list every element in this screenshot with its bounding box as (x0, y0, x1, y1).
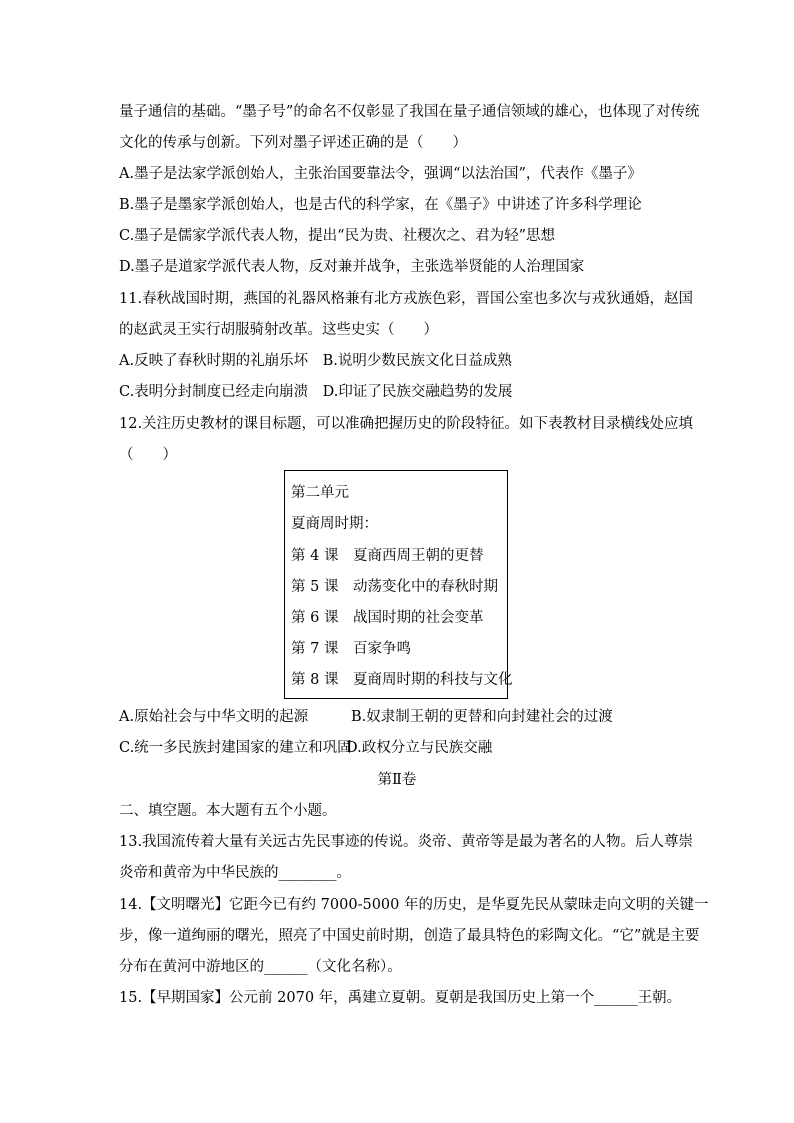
toc-row: 第 5 课 动荡变化中的春秋时期 (291, 579, 498, 595)
q14-line1: 14.【文明曙光】它距今已有约 7000-5000 年的历史，是华夏先民从蒙昧走向文明的关键一 (119, 897, 709, 913)
q12-option-d: D.政权分立与民族交融 (346, 740, 493, 756)
q10-option-b: B.墨子是墨家学派创始人，也是古代的科学家，在《墨子》中讲述了许多科学理论 (119, 197, 642, 213)
q12-table-of-contents (284, 470, 513, 699)
section-heading: 二、填空题。本大题有五个小题。 (119, 803, 337, 819)
q12-stem-line1: 12.关注历史教材的课目标题，可以准确把握历史的阶段特征。如下表教材目录横线处应填 (119, 416, 694, 432)
q11-options-line2: C.表明分封制度已经走向崩溃 D.印证了民族交融趋势的发展 (119, 384, 513, 400)
q10-option-d: D.墨子是道家学派代表人物，反对兼并战争，主张选举贤能的人治理国家 (119, 259, 585, 275)
q11-stem-line1: 11.春秋战国时期，燕国的礼器风格兼有北方戎族色彩，晋国公室也多次与戎狄通婚，赵国 (119, 291, 694, 307)
toc-row: 第 7 课 百家争鸣 (291, 641, 411, 657)
q14-line2: 步，像一道绚丽的曙光，照亮了中国史前时期，创造了最具特色的彩陶文化。“它”就是主要 (119, 928, 700, 944)
q15-line1: 15.【早期国家】公元前 2070 年，禹建立夏朝。夏朝是我国历史上第一个______王朝。 (119, 990, 682, 1006)
q10-option-a: A.墨子是法家学派创始人，主张治国要靠法令，强调“以法治国”，代表作《墨子》 (119, 166, 642, 182)
q13-line1: 13.我国流传着大量有关远古先民事迹的传说。炎帝、黄帝等是最为著名的人物。后人尊崇 (119, 834, 694, 850)
q12-option-b: B.奴隶制王朝的更替和向封建社会的过渡 (351, 709, 613, 725)
q11-options-line1: A.反映了春秋时期的礼崩乐坏 B.说明少数民族文化日益成熟 (119, 353, 512, 369)
toc-row: 第二单元 (291, 485, 349, 501)
q11-stem-line2: 的赵武灵王实行胡服骑射改革。这些史实（ ） (119, 322, 438, 338)
q14-line3: 分布在黄河中游地区的______（文化名称）。 (119, 959, 402, 975)
q13-line2: 炎帝和黄帝为中华民族的________。 (119, 865, 351, 881)
q10-stem-line1: 量子通信的基础。“墨子号”的命名不仅彰显了我国在量子通信领域的雄心，也体现了对传统 (119, 104, 700, 120)
q10-stem-line2: 文化的传承与创新。下列对墨子评述正确的是（ ） (119, 135, 467, 151)
toc-row: 第 6 课 战国时期的社会变革 (291, 610, 484, 626)
toc-row: 第 8 课 夏商周时期的科技与文化 (291, 672, 513, 688)
toc-row: 第 4 课 夏商西周王朝的更替 (291, 548, 484, 564)
section-title: 第Ⅱ卷 (377, 772, 417, 788)
q10-option-c: C.墨子是儒家学派代表人物，提出“民为贵、社稷次之、君为轻”思想 (119, 228, 556, 244)
q12-stem-line2: （ ） (119, 447, 177, 463)
q12-option-a: A.原始社会与中华文明的起源 (119, 709, 309, 725)
toc-row: 夏商周时期： (291, 516, 378, 532)
q12-option-c: C.统一多民族封建国家的建立和巩固 (119, 740, 352, 756)
